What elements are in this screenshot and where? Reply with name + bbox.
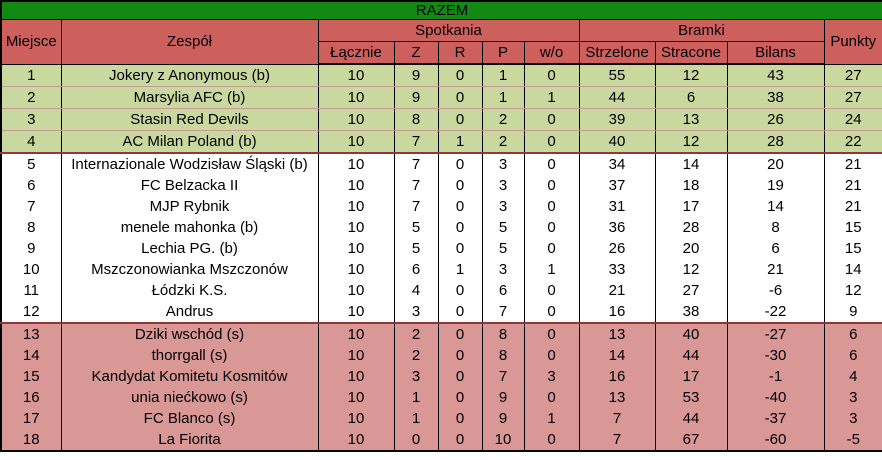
table-title: RAZEM: [1, 1, 882, 20]
cell-stracone: 13: [655, 109, 727, 131]
cell-stracone: 38: [655, 301, 727, 323]
cell-punkty: 4: [824, 366, 882, 387]
col-header-wo: w/o: [524, 42, 579, 65]
cell-bilans: 6: [727, 238, 824, 259]
standings-body: [1, 64, 882, 451]
cell-wo: 0: [524, 131, 579, 154]
cell-zespol: MJP Rybnik: [61, 196, 318, 217]
cell-p: 3: [482, 175, 524, 196]
cell-z: 0: [394, 429, 438, 451]
cell-strzelone: 26: [579, 238, 655, 259]
cell-miejsce: 10: [1, 259, 61, 280]
cell-r: 0: [438, 109, 482, 131]
cell-zespol: Stasin Red Devils: [61, 109, 318, 131]
cell-p: 8: [482, 323, 524, 345]
cell-lacznie: 10: [318, 323, 394, 345]
cell-lacznie: 10: [318, 109, 394, 131]
cell-r: 0: [438, 87, 482, 109]
cell-lacznie: 10: [318, 196, 394, 217]
cell-strzelone: 33: [579, 259, 655, 280]
cell-lacznie: 10: [318, 64, 394, 87]
cell-punkty: 21: [824, 153, 882, 175]
standings-row: [1, 280, 882, 301]
cell-strzelone: 31: [579, 196, 655, 217]
cell-p: 3: [482, 196, 524, 217]
cell-punkty: 3: [824, 408, 882, 429]
cell-punkty: 6: [824, 323, 882, 345]
cell-stracone: 18: [655, 175, 727, 196]
cell-miejsce: 13: [1, 323, 61, 345]
cell-p: 2: [482, 109, 524, 131]
cell-lacznie: 10: [318, 87, 394, 109]
cell-stracone: 17: [655, 366, 727, 387]
cell-strzelone: 39: [579, 109, 655, 131]
cell-r: 0: [438, 153, 482, 175]
cell-miejsce: 11: [1, 280, 61, 301]
cell-z: 1: [394, 408, 438, 429]
cell-bilans: -6: [727, 280, 824, 301]
cell-lacznie: 10: [318, 366, 394, 387]
cell-bilans: 38: [727, 87, 824, 109]
standings-row: [1, 301, 882, 323]
cell-zespol: Mszczonowianka Mszczonów: [61, 259, 318, 280]
cell-stracone: 53: [655, 387, 727, 408]
cell-bilans: 20: [727, 153, 824, 175]
cell-miejsce: 16: [1, 387, 61, 408]
cell-strzelone: 55: [579, 64, 655, 87]
cell-z: 5: [394, 238, 438, 259]
cell-z: 9: [394, 64, 438, 87]
cell-zespol: FC Belzacka II: [61, 175, 318, 196]
cell-wo: 0: [524, 217, 579, 238]
standings-row: [1, 196, 882, 217]
cell-wo: 0: [524, 64, 579, 87]
cell-zespol: Marsylia AFC (b): [61, 87, 318, 109]
cell-strzelone: 37: [579, 175, 655, 196]
cell-z: 5: [394, 217, 438, 238]
col-header-strzelone: Strzelone: [579, 42, 655, 65]
cell-miejsce: 5: [1, 153, 61, 175]
col-header-lacznie: Łącznie: [318, 42, 394, 65]
cell-strzelone: 36: [579, 217, 655, 238]
cell-r: 0: [438, 175, 482, 196]
cell-z: 1: [394, 387, 438, 408]
cell-z: 3: [394, 301, 438, 323]
standings-row: [1, 109, 882, 131]
cell-strzelone: 21: [579, 280, 655, 301]
cell-miejsce: 1: [1, 64, 61, 87]
cell-r: 0: [438, 387, 482, 408]
cell-r: 0: [438, 323, 482, 345]
cell-z: 4: [394, 280, 438, 301]
cell-z: 2: [394, 323, 438, 345]
cell-r: 0: [438, 217, 482, 238]
cell-bilans: 43: [727, 64, 824, 87]
cell-lacznie: 10: [318, 217, 394, 238]
cell-z: 6: [394, 259, 438, 280]
cell-punkty: 3: [824, 387, 882, 408]
cell-p: 6: [482, 280, 524, 301]
standings-row: [1, 87, 882, 109]
cell-zespol: Dziki wschód (s): [61, 323, 318, 345]
cell-strzelone: 13: [579, 387, 655, 408]
cell-bilans: -37: [727, 408, 824, 429]
cell-lacznie: 10: [318, 408, 394, 429]
cell-lacznie: 10: [318, 345, 394, 366]
cell-zespol: thorrgall (s): [61, 345, 318, 366]
cell-stracone: 20: [655, 238, 727, 259]
cell-p: 1: [482, 64, 524, 87]
table-head: [1, 1, 882, 64]
cell-r: 0: [438, 408, 482, 429]
cell-z: 2: [394, 345, 438, 366]
standings-row: [1, 131, 882, 154]
col-header-z: Z: [394, 42, 438, 65]
cell-miejsce: 6: [1, 175, 61, 196]
cell-strzelone: 7: [579, 429, 655, 451]
cell-zespol: unia niećkowo (s): [61, 387, 318, 408]
cell-bilans: -30: [727, 345, 824, 366]
cell-r: 1: [438, 259, 482, 280]
cell-strzelone: 16: [579, 366, 655, 387]
col-header-punkty: Punkty: [824, 20, 882, 65]
cell-wo: 1: [524, 408, 579, 429]
cell-r: 0: [438, 238, 482, 259]
cell-z: 7: [394, 131, 438, 154]
cell-stracone: 44: [655, 408, 727, 429]
standings-row: [1, 153, 882, 175]
cell-miejsce: 12: [1, 301, 61, 323]
cell-p: 9: [482, 387, 524, 408]
cell-z: 9: [394, 87, 438, 109]
cell-bilans: -22: [727, 301, 824, 323]
cell-stracone: 17: [655, 196, 727, 217]
cell-miejsce: 4: [1, 131, 61, 154]
cell-bilans: 19: [727, 175, 824, 196]
cell-wo: 0: [524, 429, 579, 451]
cell-miejsce: 18: [1, 429, 61, 451]
cell-punkty: 21: [824, 196, 882, 217]
cell-p: 3: [482, 259, 524, 280]
cell-bilans: 14: [727, 196, 824, 217]
standings-row: [1, 217, 882, 238]
cell-r: 0: [438, 280, 482, 301]
cell-miejsce: 7: [1, 196, 61, 217]
cell-zespol: Jokery z Anonymous (b): [61, 64, 318, 87]
cell-r: 0: [438, 64, 482, 87]
cell-wo: 0: [524, 175, 579, 196]
cell-punkty: 14: [824, 259, 882, 280]
cell-strzelone: 16: [579, 301, 655, 323]
cell-wo: 0: [524, 301, 579, 323]
cell-miejsce: 14: [1, 345, 61, 366]
cell-stracone: 6: [655, 87, 727, 109]
standings-row: [1, 259, 882, 280]
cell-bilans: -1: [727, 366, 824, 387]
col-header-bilans: Bilans: [727, 42, 824, 65]
cell-stracone: 67: [655, 429, 727, 451]
col-header-stracone: Stracone: [655, 42, 727, 65]
cell-stracone: 12: [655, 64, 727, 87]
cell-wo: 0: [524, 109, 579, 131]
cell-bilans: -27: [727, 323, 824, 345]
cell-wo: 1: [524, 259, 579, 280]
cell-lacznie: 10: [318, 153, 394, 175]
cell-bilans: -60: [727, 429, 824, 451]
cell-z: 7: [394, 153, 438, 175]
col-header-r: R: [438, 42, 482, 65]
cell-stracone: 44: [655, 345, 727, 366]
cell-z: 7: [394, 175, 438, 196]
cell-lacznie: 10: [318, 280, 394, 301]
cell-punkty: 9: [824, 301, 882, 323]
cell-strzelone: 34: [579, 153, 655, 175]
col-header-zespol: Zespół: [61, 20, 318, 65]
standings-row: [1, 64, 882, 87]
cell-p: 1: [482, 87, 524, 109]
cell-punkty: 27: [824, 87, 882, 109]
cell-r: 0: [438, 345, 482, 366]
cell-punkty: -5: [824, 429, 882, 451]
cell-lacznie: 10: [318, 259, 394, 280]
standings-row: [1, 366, 882, 387]
cell-lacznie: 10: [318, 301, 394, 323]
cell-punkty: 12: [824, 280, 882, 301]
cell-zespol: La Fiorita: [61, 429, 318, 451]
cell-strzelone: 40: [579, 131, 655, 154]
cell-lacznie: 10: [318, 238, 394, 259]
cell-r: 0: [438, 429, 482, 451]
standings-row: [1, 387, 882, 408]
cell-stracone: 28: [655, 217, 727, 238]
cell-wo: 0: [524, 238, 579, 259]
standings-row: [1, 345, 882, 366]
standings-row: [1, 238, 882, 259]
cell-wo: 0: [524, 280, 579, 301]
cell-punkty: 15: [824, 238, 882, 259]
cell-r: 0: [438, 366, 482, 387]
cell-strzelone: 13: [579, 323, 655, 345]
cell-bilans: -40: [727, 387, 824, 408]
col-header-p: P: [482, 42, 524, 65]
cell-strzelone: 14: [579, 345, 655, 366]
cell-wo: 0: [524, 345, 579, 366]
col-header-miejsce: Miejsce: [1, 20, 61, 65]
cell-wo: 0: [524, 387, 579, 408]
cell-punkty: 22: [824, 131, 882, 154]
cell-p: 10: [482, 429, 524, 451]
cell-z: 7: [394, 196, 438, 217]
cell-p: 5: [482, 238, 524, 259]
cell-stracone: 40: [655, 323, 727, 345]
cell-r: 1: [438, 131, 482, 154]
standings-row: [1, 175, 882, 196]
cell-stracone: 27: [655, 280, 727, 301]
cell-wo: 0: [524, 323, 579, 345]
cell-bilans: 21: [727, 259, 824, 280]
cell-lacznie: 10: [318, 387, 394, 408]
cell-stracone: 12: [655, 259, 727, 280]
cell-bilans: 8: [727, 217, 824, 238]
cell-lacznie: 10: [318, 131, 394, 154]
header-group-row: [1, 20, 882, 42]
cell-bilans: 26: [727, 109, 824, 131]
cell-strzelone: 7: [579, 408, 655, 429]
col-header-bramki: Bramki: [579, 20, 824, 42]
cell-zespol: Internazionale Wodzisław Śląski (b): [61, 153, 318, 175]
cell-miejsce: 8: [1, 217, 61, 238]
cell-zespol: Łódzki K.S.: [61, 280, 318, 301]
cell-zespol: menele mahonka (b): [61, 217, 318, 238]
cell-bilans: 28: [727, 131, 824, 154]
cell-zespol: AC Milan Poland (b): [61, 131, 318, 154]
cell-punkty: 6: [824, 345, 882, 366]
cell-wo: 3: [524, 366, 579, 387]
cell-miejsce: 2: [1, 87, 61, 109]
cell-p: 7: [482, 301, 524, 323]
cell-punkty: 21: [824, 175, 882, 196]
cell-miejsce: 3: [1, 109, 61, 131]
cell-stracone: 12: [655, 131, 727, 154]
cell-miejsce: 17: [1, 408, 61, 429]
cell-punkty: 15: [824, 217, 882, 238]
cell-lacznie: 10: [318, 429, 394, 451]
cell-p: 3: [482, 153, 524, 175]
cell-p: 7: [482, 366, 524, 387]
cell-p: 2: [482, 131, 524, 154]
cell-lacznie: 10: [318, 175, 394, 196]
cell-strzelone: 44: [579, 87, 655, 109]
cell-p: 5: [482, 217, 524, 238]
cell-zespol: Andrus: [61, 301, 318, 323]
cell-z: 8: [394, 109, 438, 131]
cell-wo: 0: [524, 153, 579, 175]
cell-z: 3: [394, 366, 438, 387]
cell-punkty: 27: [824, 64, 882, 87]
cell-p: 9: [482, 408, 524, 429]
cell-zespol: Lechia PG. (b): [61, 238, 318, 259]
cell-wo: 0: [524, 196, 579, 217]
cell-zespol: FC Blanco (s): [61, 408, 318, 429]
standings-row: [1, 429, 882, 451]
cell-zespol: Kandydat Komitetu Kosmitów: [61, 366, 318, 387]
cell-miejsce: 15: [1, 366, 61, 387]
table-title-row: [1, 1, 882, 20]
standings-row: [1, 408, 882, 429]
standings-row: [1, 323, 882, 345]
cell-wo: 1: [524, 87, 579, 109]
cell-punkty: 24: [824, 109, 882, 131]
cell-p: 8: [482, 345, 524, 366]
cell-stracone: 14: [655, 153, 727, 175]
cell-miejsce: 9: [1, 238, 61, 259]
cell-r: 0: [438, 196, 482, 217]
col-header-spotkania: Spotkania: [318, 20, 579, 42]
cell-r: 0: [438, 301, 482, 323]
